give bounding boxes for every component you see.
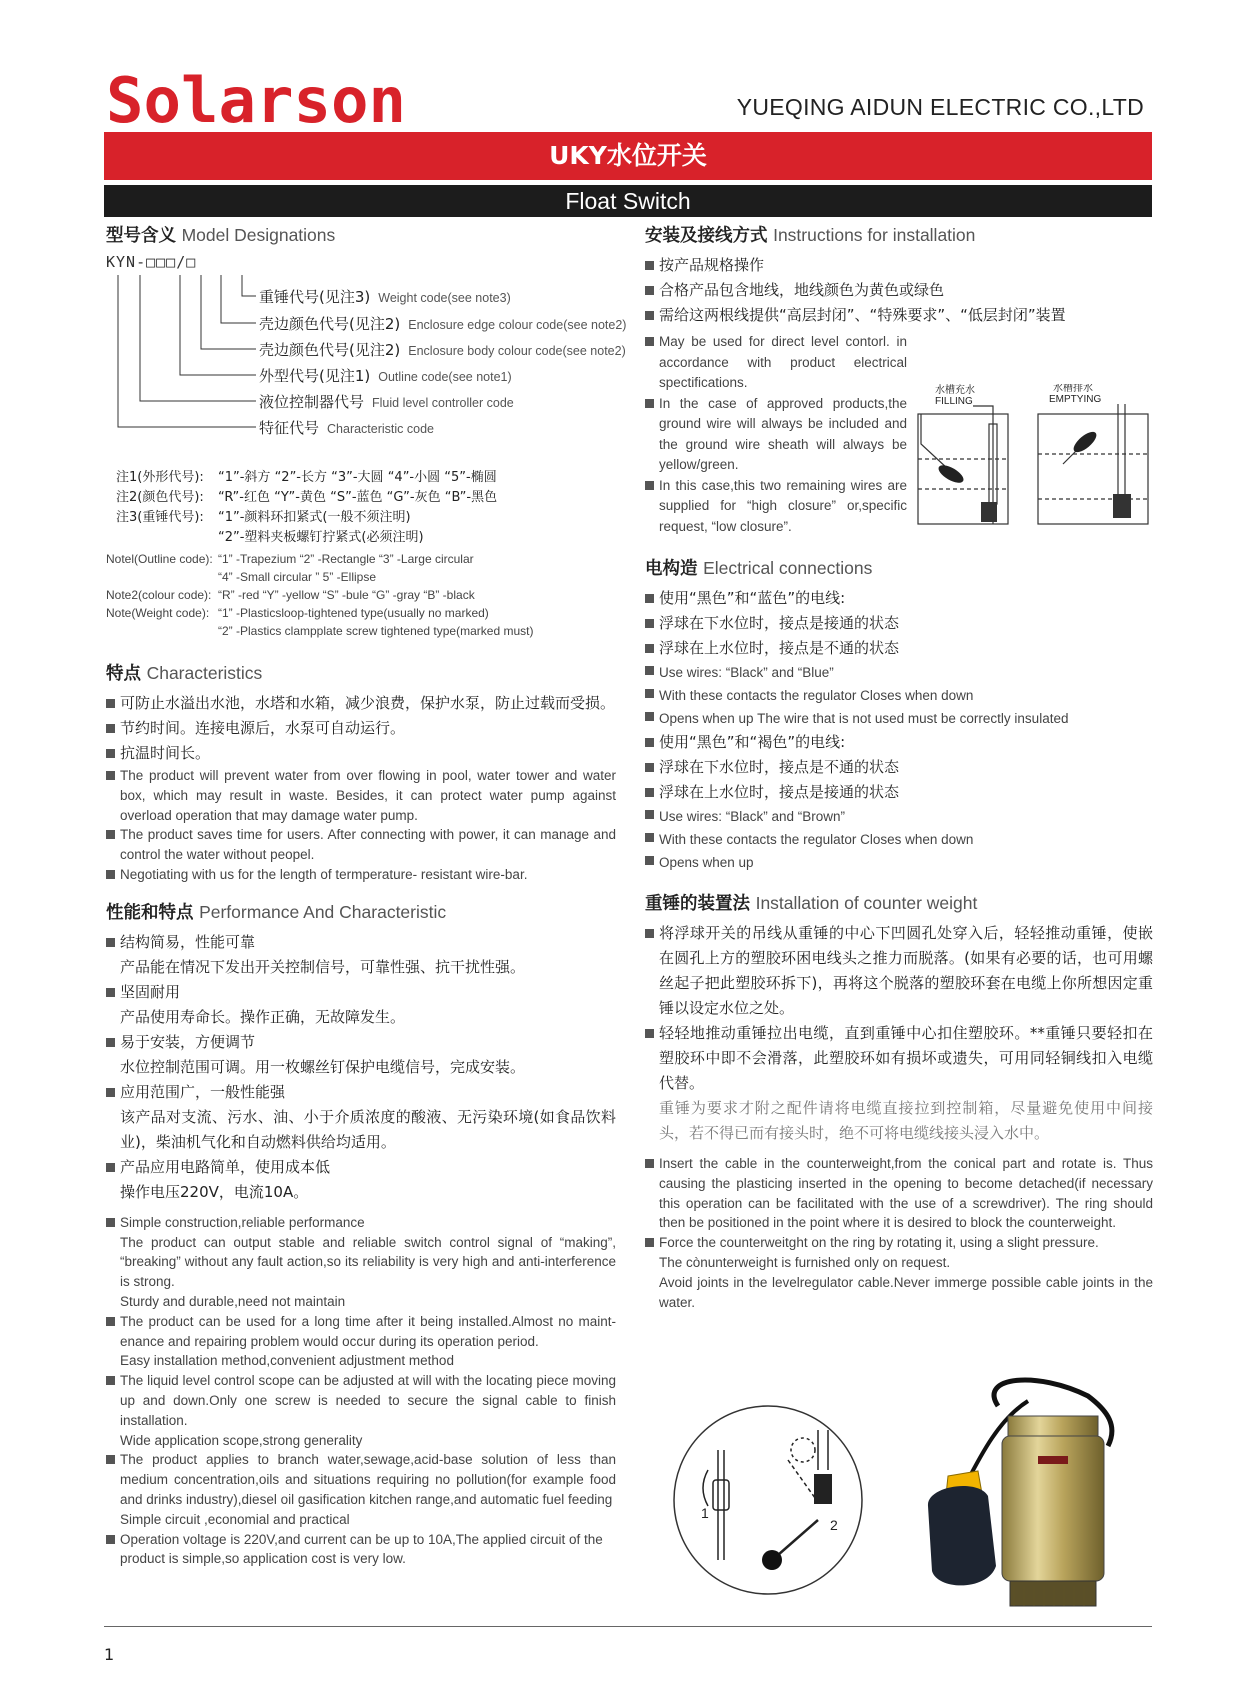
elec-g2-en-2: With these contacts the regulator Closes when down (645, 828, 1153, 851)
left-column (106, 222, 627, 1569)
perf-zh-desc-3: 水位控制范围可调。用一枚螺丝钉保护电缆信号，完成安装。 (120, 1057, 526, 1076)
perf-zh-title-1: 结构简易，性能可靠 (106, 930, 616, 955)
char-en-2: The product saves time for users. After connecting with power, it can manage and control the water without peopel. (106, 825, 616, 865)
right-column (645, 222, 1153, 1312)
perf-zh-title-2: 坚固耐用 (106, 980, 616, 1005)
footer-rule (104, 1626, 1152, 1627)
perf-en-title-3: The liquid level control scope can be adjusted at will with the locating piece moving up and down.Only one screw is needed to secure the signal cable to finish installation. (106, 1371, 616, 1430)
characteristics-section (106, 660, 616, 885)
counterweight-heading: 重锤的装置法 Installation of counter weight (645, 893, 978, 914)
elec-g1-zh-1: 使用“黑色”和“蓝色”的电线: (645, 586, 1153, 611)
svg-text:水槽排水: 水槽排水 (1053, 384, 1093, 394)
svg-text:Solarson: Solarson (106, 70, 406, 130)
perf-en-title-5: Operation voltage is 220V,and current can be up to 10A,The applied circuit of the (106, 1530, 616, 1550)
model-item-weight: 重锤代号(见注3) Weight code(see note3) (259, 288, 511, 306)
perf-zh-desc-4: 该产品对支流、污水、油、小于介质浓度的酸液、无污染环境(如食品饮料业)，柴油机气化和自动燃料供给均适用。 (120, 1107, 616, 1151)
solarson-logo (106, 70, 406, 130)
title-bar-en: Float Switch (104, 185, 1152, 217)
model-item-body-colour: 壳边颜色代号(见注2) Enclosure body colour code(see note2) (259, 341, 626, 359)
perf-en-desc-2: Easy installation method,convenient adjustment method (120, 1353, 454, 1369)
elec-g1-zh-3: 浮球在上水位时，接点是不通的状态 (645, 636, 1153, 661)
install-en-1: May be used for direct level contorl. in accordance with product electrical spectifications. (645, 332, 907, 394)
install-en-with-figure (645, 332, 1153, 537)
model-item-characteristic: 特征代号 Characteristic code (259, 419, 435, 437)
page-number: 1 (104, 1645, 115, 1664)
model-item-controller: 液位控制器代号 Fluid level controller code (259, 393, 514, 411)
perf-en-desc-3: Wide application scope,strong generality (120, 1432, 363, 1448)
perf-en-title-2: The product can be used for a long time after it being installed.Almost no maint-enance and repairing problem would occur during its operation period. (106, 1312, 616, 1352)
install-zh-1: 按产品规格操作 (645, 253, 1153, 278)
perf-zh-title-4: 应用范围广，一般性能强 (106, 1080, 616, 1105)
svg-text:FILLING: FILLING (935, 396, 973, 407)
perf-en-desc-5: product is simple,so application cost is very low. (120, 1551, 406, 1567)
char-zh-1: 可防止水溢出水池，水塔和水箱，减少浪费，保护水泵，防止过载而受损。 (106, 691, 616, 716)
svg-text:1: 1 (701, 1505, 709, 1521)
perf-en-desc-1: The product can output stable and reliable switch control signal of “making”, “breaking” without any fault action,so its reliability is very high and anti-interference is strong. (120, 1234, 616, 1290)
perf-zh-title-3: 易于安装，方便调节 (106, 1030, 616, 1055)
counterweight-section (645, 890, 1153, 1312)
tank-fill-empty-diagram (913, 384, 1153, 534)
electrical-section (645, 555, 1153, 874)
model-item-outline: 外型代号(见注1) Outline code(see note1) (259, 367, 512, 385)
model-code: KYN-□□□/□ (106, 253, 197, 271)
counterweight-diagram (668, 1400, 868, 1600)
char-en-3: Negotiating with us for the length of termperature- resistant wire-bar. (106, 865, 616, 885)
submersible-pump-image (918, 1366, 1140, 1614)
elec-g2-zh-3: 浮球在上水位时，接点是接通的状态 (645, 780, 1153, 805)
cw-en-1: Insert the cable in the counterweight,from the conical part and rotate is. Thus causing the plasticing inserted in the opening to become detached(if necessary this operation can be facilitated with the use of a screwdriver). The ring should then be positioned in the point where it is desired to block the counterweight. (645, 1154, 1153, 1233)
elec-g2-zh-2: 浮球在下水位时，接点是不通的状态 (645, 755, 1153, 780)
svg-text:EMPTYING: EMPTYING (1049, 394, 1102, 405)
svg-text:2: 2 (830, 1517, 838, 1533)
model-item-edge-colour: 壳边颜色代号(见注2) Enclosure edge colour code(see note2) (259, 315, 627, 333)
elec-g1-en-1: Use wires: “Black” and “Blue” (645, 661, 1153, 684)
model-notes-zh: 注1(外形代号): “1”-斜方 “2”-长方 “3”-大圆 “4”-小圆 “5”-椭圆 注2(颜色代号): “R”-红色 “Y”-黄色 “S”-蓝色 “G”-灰色 “B”-黑色 注3(重锤代号): “1”-颜料环扣紧式(一般不须注明) “2”-塑料夹板螺钉拧紧式(必须注明) (116, 470, 498, 545)
cw-zh-2: 轻轻地推动重锤拉出电缆，直到重锤中心扣住塑胶环。**重锤只要轻扣在塑胶环中即不会滑落，此塑胶环如有损坏或遗失，可用同轻铜线扣入电缆代替。 (645, 1021, 1153, 1096)
perf-zh-desc-2: 产品使用寿命长。操作正确，无故障发生。 (120, 1007, 406, 1026)
char-zh-2: 节约时间。连接电源后，水泵可自动运行。 (106, 716, 616, 741)
svg-text:水槽充水: 水槽充水 (935, 385, 975, 396)
perf-zh-desc-5: 操作电压220V，电流10A。 (120, 1182, 309, 1201)
performance-section (106, 899, 616, 1569)
cw-en-2: Force the counterweitght on the ring by rotating it, using a slight pressure. (645, 1233, 1153, 1253)
elec-g1-zh-2: 浮球在下水位时，接点是接通的状态 (645, 611, 1153, 636)
perf-en-title-1: Simple construction,reliable performance (106, 1213, 616, 1233)
install-zh-2: 合格产品包含地线，地线颜色为黄色或绿色 (645, 278, 1153, 303)
elec-g2-en-3: Opens when up (645, 851, 1153, 874)
cw-zh-note: 重锤为要求才附之配件请将电缆直接拉到控制箱，尽量避免使用中间接头，若不得已而有接头时，绝不可将电缆线接头浸入水中。 (659, 1099, 1153, 1142)
perf-en-desc-1b: Sturdy and durable,need not maintain (120, 1293, 346, 1309)
char-zh-3: 抗温时间长。 (106, 741, 616, 766)
cw-en-3: The cònunterweight is furnished only on request. (659, 1254, 951, 1270)
perf-en-desc-4: Simple circuit ,economial and practical (120, 1511, 350, 1527)
elec-g2-en-1: Use wires: “Black” and “Brown” (645, 805, 1153, 828)
performance-heading: 性能和特点 Performance And Characteristic (106, 901, 447, 923)
install-en-2: In the case of approved products,the ground wire will always be included and the ground wire sheath will always be yellow/green. (645, 394, 907, 476)
company-name: YUEQING AIDUN ELECTRIC CO.,LTD (736, 94, 1144, 120)
elec-g1-en-2: With these contacts the regulator Closes when down (645, 684, 1153, 707)
elec-g1-en-3: Opens when up The wire that is not used must be correctly insulated (645, 707, 1153, 730)
install-en-3: In this case,this two remaining wires are supplied for “high closure” or,specific request, “low closure”. (645, 476, 907, 538)
electrical-heading: 电构造 Electrical connections (645, 558, 873, 579)
title-bar-zh: UKY水位开关 (104, 132, 1152, 180)
model-designation-diagram (106, 253, 627, 468)
model-heading: 型号含义 Model Designations (106, 225, 336, 246)
perf-en-title-4: The product applies to branch water,sewage,acid-base solution of less than medium concentration,oils and situations requiring no pollution(for example food and drinks industry),diesel oil gasification kitchen range,and automatic fuel feeding (106, 1450, 616, 1509)
elec-g2-zh-1: 使用“黑色”和“褐色”的电线: (645, 730, 1153, 755)
cw-zh-1: 将浮球开关的吊线从重锤的中心下凹圆孔处穿入后，轻轻推动重锤，使嵌在圆孔上方的塑胶环困电线头之推力而脱落。(如果有必要的话，也可用螺丝起子把此塑胶环拆下)，再将这个脱落的塑胶环套在电缆上你所想因定重锤以设定水位之处。 (645, 921, 1153, 1021)
characteristics-heading: 特点 Characteristics (106, 663, 263, 684)
perf-zh-desc-1: 产品能在情况下发出开关控制信号，可靠性强、抗干扰性强。 (120, 957, 526, 976)
cw-en-4: Avoid joints in the levelregulator cable.Never immerge possible cable joints in the water. (659, 1274, 1153, 1310)
perf-zh-title-5: 产品应用电路简单，使用成本低 (106, 1155, 616, 1180)
installation-heading: 安装及接线方式 Instructions for installation (645, 225, 976, 246)
model-notes-en: Notel(Outline code): “1” -Trapezium “2” -Rectangle “3” -Large circular “4” -Small circular ” 5” -Ellipse Note2(colour code): “R” -red “Y” -yellow “S” -bule “G” -gray “B” -black Note(Weight code): “1” -Plasticsloop-tightened type(usually no marked) “2” -Plastics clampplate screw tightened type(marked must) (106, 552, 534, 638)
install-zh-3: 需给这两根线提供“高层封闭”、“特殊要求”、“低层封闭”装置 (645, 303, 1153, 328)
char-en-1: The product will prevent water from over flowing in pool, water tower and water box, which may result in waste. Besides, it can protect water pump against overload operation that may damage water pump. (106, 766, 616, 825)
